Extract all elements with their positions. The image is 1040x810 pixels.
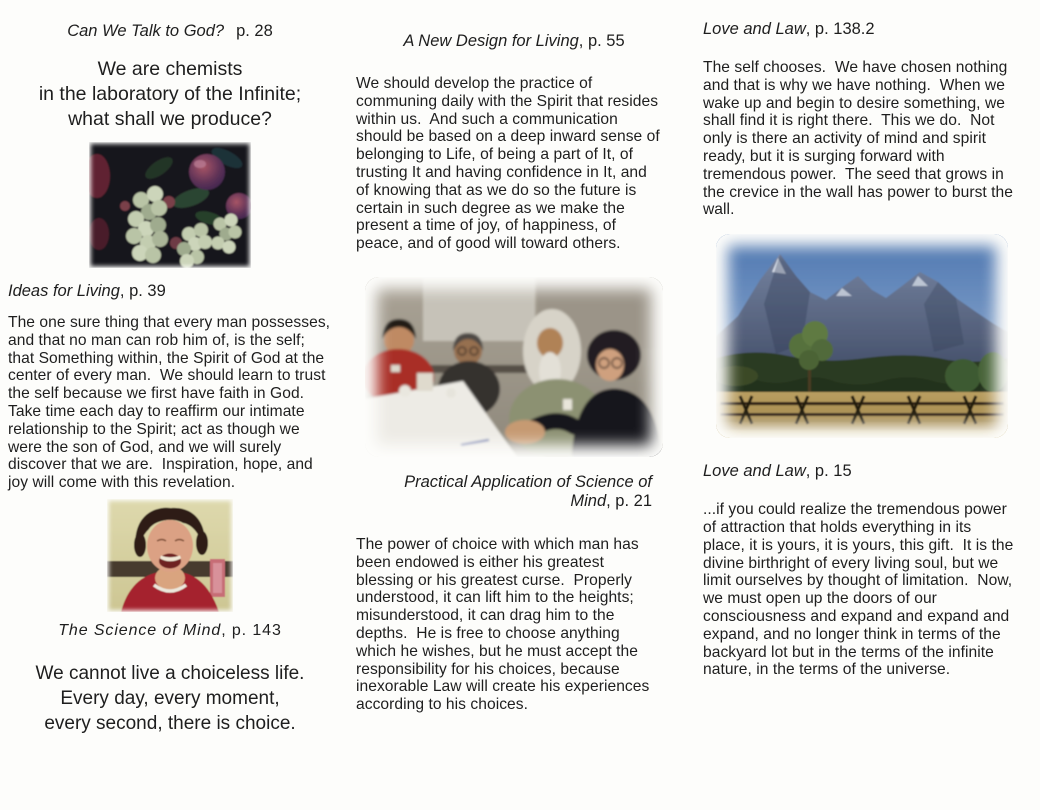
heading-title: A New Design for Living [403, 32, 579, 50]
heading-page-ref: , p. 21 [606, 491, 652, 510]
heading-page-ref: , p. 39 [119, 282, 166, 300]
quote-line: what shall we produce? [68, 108, 272, 130]
photo-caption-science-of-mind [8, 621, 332, 640]
body-paragraph: The power of choice with which man has been endowed is either his greatest blessing or his greatest curse. Properly understood, it can lift him to the heights; misunderstood, it can drag him to the depths. He is free to choose anything which he wishes, but he must accept the responsibility for his choices, because inexorable Law will create his experiences according to his choices. [356, 535, 654, 714]
mountain-landscape-illustration [716, 234, 1008, 438]
heading-page-ref: , p. 15 [805, 462, 852, 481]
heading-page-ref: , p. 138.2 [805, 20, 875, 38]
group-discussion-illustration [365, 277, 663, 457]
heading-title: Love and Law [703, 462, 806, 481]
body-paragraph: The self chooses. We have chosen nothing and that is why we have nothing. When we wake up and begin to desire something, we shall find it is right there. This we do. Not only is there an activity of mind and spirit ready, but it is surging forward with tremendous power. The seed that grows in the crevice in the wall has power to burst the wall. [703, 59, 1018, 219]
laughing-woman-illustration [107, 499, 233, 612]
heading-title: Mind [570, 491, 607, 510]
column-middle [356, 0, 672, 714]
quote-line: in the laboratory of the Infinite; [38, 83, 302, 105]
section-heading-love-and-law-15 [703, 462, 1021, 481]
heading-page-ref: p. 28 [236, 22, 273, 40]
body-paragraph: The one sure thing that every man possesses, and that no man can rob him of, is the self; that Something within, the Spirit of God at the center of every man. We should learn to trust the self because we first have faith in God. Take time each day to reaffirm our intimate relationship to the Spirit; act as though we were the son of God, and we will surely discover that we are. Inspiration, hope, and joy will come with this revelation. [8, 314, 335, 492]
heading-line: Practical Application of Science of [404, 472, 652, 491]
heading-line [356, 492, 652, 511]
section-heading-ideas-for-living [8, 282, 332, 301]
photo-mountain-landscape [716, 234, 1008, 438]
heading-title: Ideas for Living [8, 282, 120, 300]
heading-title: Can We Talk to God? [67, 22, 225, 40]
photo-group-discussion [365, 277, 663, 457]
section-heading-love-and-law-138 [703, 20, 1021, 39]
section-heading-practical-application [356, 473, 672, 511]
section-heading-new-design-for-living [356, 32, 672, 51]
heading-page-ref: , p. 55 [578, 32, 625, 50]
quote-line: every second, there is choice. [44, 712, 296, 734]
quote-line: We cannot live a choiceless life. [35, 662, 305, 684]
caption-page-ref: , p. 143 [221, 621, 282, 639]
quote-chemists [8, 57, 332, 132]
fruit-still-life-illustration [89, 142, 251, 268]
photo-laughing-woman [107, 499, 233, 612]
quote-line: We are chemists [97, 58, 243, 80]
body-paragraph: We should develop the practice of communing daily with the Spirit that resides within us. And such a communication should be based on a deep inward sense of belonging to Life, of being a part of It, of trusting It and having confidence in It, and of knowing that as we do so the future is certain in such degree as we make the present a time of joy, of happiness, of peace, and of good will toward others. [356, 75, 665, 253]
caption-title: The Science of Mind [58, 621, 222, 639]
column-left [8, 0, 335, 736]
quote-choiceless-life [8, 661, 332, 736]
section-heading-can-we-talk-to-god [8, 22, 332, 41]
quote-line: Every day, every moment, [60, 687, 280, 709]
column-right [703, 0, 1021, 679]
body-paragraph: ...if you could realize the tremendous power of attraction that holds everything in its place, it is yours, it is yours, this gift. It is the divine birthright of every living soul, but we limit ourselves by thought of limitation. Now, we must open up the doors of our consciousness and expand and expand and expand, and no longer think in terms of the backyard lot but in the terms of the infinite nature, in the terms of the universe. [703, 501, 1018, 679]
heading-title: Love and Law [703, 20, 806, 38]
photo-fruit-still-life [89, 142, 251, 268]
